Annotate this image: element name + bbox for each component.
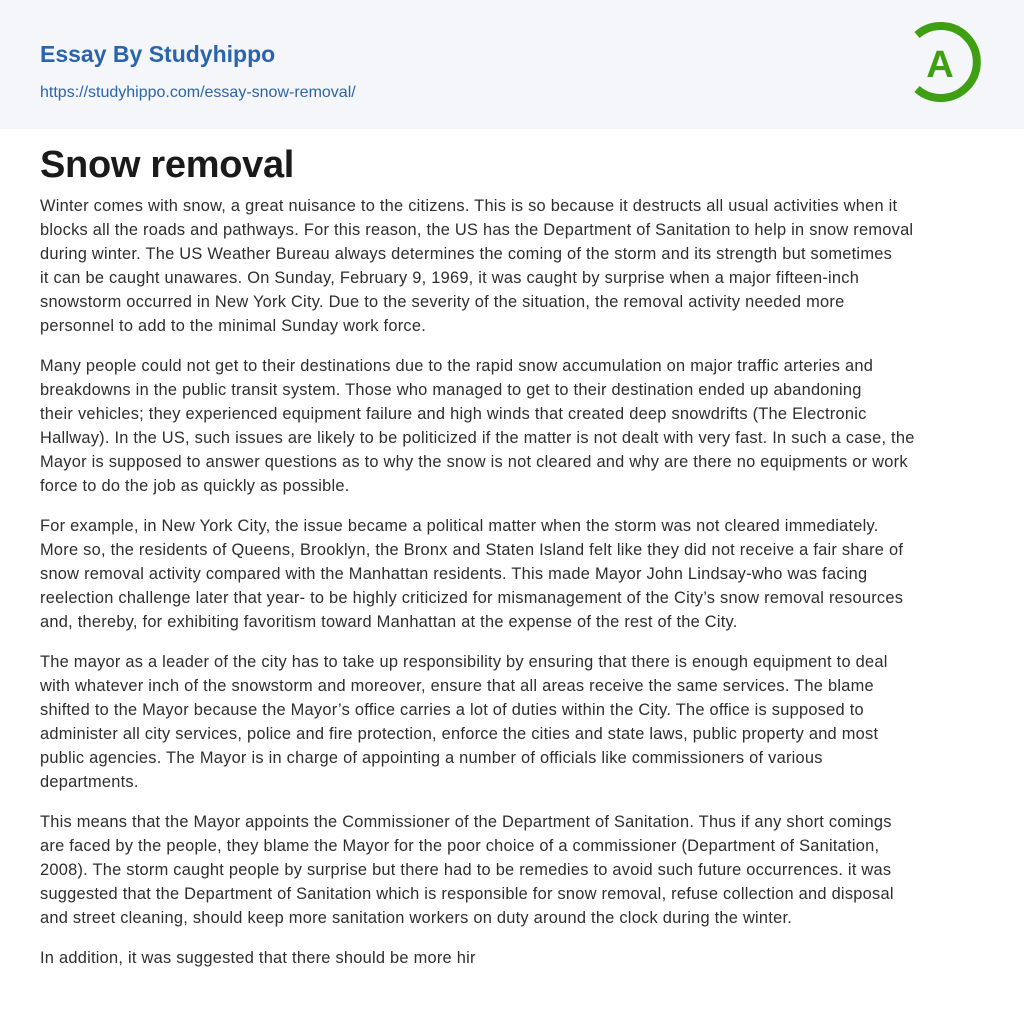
paragraph-line: during winter. The US Weather Bureau always determines the coming of the storm and its strength but sometimes (40, 245, 893, 263)
paragraph-line: The mayor as a leader of the city has to take up responsibility by ensuring that there is enough equipment to deal (40, 653, 888, 671)
paragraph-line: blocks all the roads and pathways. For this reason, the US has the Department of Sanitation to help in snow removal (40, 221, 914, 239)
paragraph-line: For example, in New York City, the issue became a political matter when the storm was not cleared immediately. (40, 517, 879, 535)
essay-paragraph (40, 194, 990, 338)
paragraph-line: More so, the residents of Queens, Brooklyn, the Bronx and Staten Island felt like they did not receive a fair share of (40, 541, 904, 559)
site-header (0, 0, 1024, 129)
paragraph-line: suggested that the Department of Sanitation which is responsible for snow removal, refuse collection and disposal (40, 885, 894, 903)
page-title: Snow removal (40, 144, 295, 186)
paragraph-line: with whatever inch of the snowstorm and moreover, ensure that all areas receive the same services. The blame (40, 677, 874, 695)
paragraph-line: reelection challenge later that year- to be highly criticized for mismanagement of the City’s snow removal resources (40, 589, 904, 607)
paragraph-line: public agencies. The Mayor is in charge of appointing a number of officials like commissioners of various (40, 749, 823, 767)
essay-url-link[interactable]: https://studyhippo.com/essay-snow-removal/ (40, 84, 356, 101)
essay-paragraph (40, 650, 990, 794)
paragraph-line: In addition, it was suggested that there should be more hir (40, 949, 476, 967)
paragraph-line: force to do the job as quickly as possible. (40, 477, 350, 495)
paragraph-line: it can be caught unawares. On Sunday, February 9, 1969, it was caught by surprise when a major fifteen-inch (40, 269, 860, 287)
paragraph-line: administer all city services, police and fire protection, enforce the cities and state laws, public property and most (40, 725, 879, 743)
essay-paragraph (40, 810, 990, 930)
paragraph-line: snow removal activity compared with the Manhattan residents. This made Mayor John Lindsay-who was facing (40, 565, 868, 583)
paragraph-line: breakdowns in the public transit system. Those who managed to get to their destination ended up abandoning (40, 381, 862, 399)
paragraph-line: and street cleaning, should keep more sanitation workers on duty around the clock during the winter. (40, 909, 793, 927)
essay-paragraph (40, 354, 990, 498)
paragraph-line: This means that the Mayor appoints the Commissioner of the Department of Sanitation. Thus if any short comings (40, 813, 892, 831)
paragraph-line: Hallway). In the US, such issues are likely to be politicized if the matter is not dealt with very fast. In such a case, the (40, 429, 915, 447)
paragraph-line: are faced by the people, they blame the Mayor for the poor choice of a commissioner (Department of Sanitation, (40, 837, 880, 855)
paragraph-line: Many people could not get to their destinations due to the rapid snow accumulation on major traffic arteries and (40, 357, 874, 375)
essay-body (40, 194, 990, 986)
brand-title: Essay By Studyhippo (40, 41, 276, 67)
paragraph-line: departments. (40, 773, 139, 791)
paragraph-line: their vehicles; they experienced equipment failure and high winds that created deep snowdrifts (The Electronic (40, 405, 867, 423)
logo-letter: A (926, 44, 954, 86)
paragraph-line: personnel to add to the minimal Sunday work force. (40, 317, 427, 335)
paragraph-line: snowstorm occurred in New York City. Due to the severity of the situation, the removal activity needed more (40, 293, 845, 311)
paragraph-line: Mayor is supposed to answer questions as to why the snow is not cleared and why are there no equipments or work (40, 453, 908, 471)
paragraph-line: and, thereby, for exhibiting favoritism toward Manhattan at the expense of the rest of the City. (40, 613, 738, 631)
paragraph-line: 2008). The storm caught people by surprise but there had to be remedies to avoid such future occurrences. it was (40, 861, 892, 879)
paragraph-line: Winter comes with snow, a great nuisance to the citizens. This is so because it destructs all usual activities when it (40, 197, 898, 215)
studyhippo-logo-icon[interactable] (909, 19, 987, 105)
essay-paragraph (40, 514, 990, 634)
paragraph-line: shifted to the Mayor because the Mayor’s office carries a lot of duties within the City. The office is supposed to (40, 701, 864, 719)
essay-paragraph (40, 946, 990, 970)
